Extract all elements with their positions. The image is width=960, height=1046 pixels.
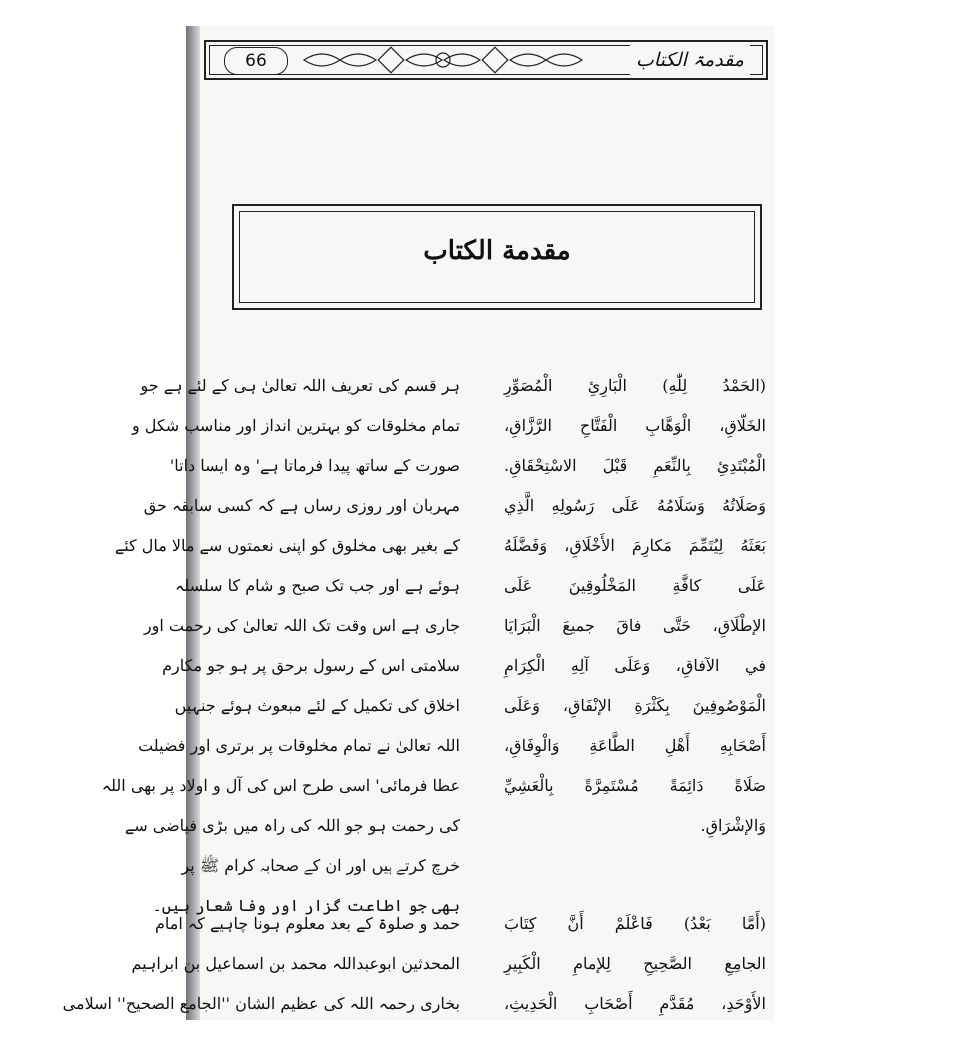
page-header — [204, 40, 768, 80]
urdu-line: سلامتی اس کے رسول برحق پر ہو جو مکارم — [162, 656, 460, 675]
urdu-line: اخلاق کی تکمیل کے لئے مبعوث ہوئے جنہیں — [174, 696, 460, 715]
urdu-line: اللہ تعالیٰ نے تمام مخلوقات پر برتری اور فضیلت — [138, 736, 460, 755]
arabic-line: وَالإشْرَاقِ. — [700, 816, 766, 835]
arabic-line: (أَمَّا بَعْدُ) فَاعْلَمْ أَنَّ كِتَابَ — [504, 914, 766, 933]
running-title: مقدمۃ الکتاب — [630, 45, 750, 75]
urdu-line: صورت کے ساتھ پیدا فرماتا ہے' وہ ایسا داتا' — [169, 456, 460, 475]
urdu-line: ہر قسم کی تعریف اللہ تعالیٰ ہی کے لئے ہے جو — [140, 376, 460, 395]
arabic-line: في الآفاقِ، وَعَلَى آلِهِ الْكِرَامِ — [504, 656, 766, 675]
urdu-line: عطا فرمائی' اسی طرح اس کی آل و اولاد پر بھی اللہ — [101, 776, 460, 795]
chapter-title: مقدمة الكتاب — [423, 236, 571, 266]
arabic-line: الإطْلَاقِ، حَتَّى فاقَ جميعَ الْبَرَايَا — [504, 616, 766, 635]
header-ornament-icon — [302, 48, 584, 72]
urdu-line: المحدثین ابوعبداللہ محمد بن اسماعیل بن ابراہیم — [131, 954, 460, 973]
arabic-line: الْمَوْصُوفِينَ بِكَثْرَةِ الإنْفَاقِ، وَعَلَى — [504, 696, 766, 715]
urdu-column-1 — [101, 366, 460, 926]
page-number: 66 — [224, 47, 288, 75]
urdu-line: بخاری رحمہ اللہ کی عظیم الشان ''الجامع الصحیح'' اسلامی — [62, 994, 460, 1013]
arabic-line: الجامِعِ الصَّحِيحِ لِلإمامِ الْكَبِيرِ — [504, 954, 766, 973]
arabic-line: بَعَثَهُ لِيُتَمِّمَ مَكارِمَ الأَخْلَاقِ، وَفَضَّلَهُ — [504, 536, 766, 555]
arabic-line: الخَلّاقِ، الْوَهَّابِ الْفَتَّاحِ الرَّزَّاقِ، — [504, 416, 766, 435]
urdu-line: مہربان اور روزی رساں ہے کہ کسی سابقہ حق — [143, 496, 460, 515]
urdu-line: کی رحمت ہو جو اللہ کی راہ میں بڑی فیاضی سے — [124, 816, 460, 835]
urdu-line: کے بغیر بھی مخلوق کو اپنی نعمتوں سے مالا مال کئے — [114, 536, 460, 555]
urdu-line: خرچ کرتے ہیں اور ان کے صحابہ کرام ﷺ پر — [181, 856, 460, 875]
urdu-line: حمد و صلوۃ کے بعد معلوم ہونا چاہیے کہ امام — [155, 914, 460, 933]
urdu-line: تمام مخلوقات کو بہترین انداز اور مناسب شکل و — [131, 416, 460, 435]
urdu-line: بھی جو اطاعت گزار اور وفا شعار ہیں۔ — [152, 896, 460, 915]
urdu-column-2 — [62, 904, 460, 1024]
arabic-line: صَلَاةً دَائِمَةً مُسْتَمِرَّةً بِالْعَشِيِّ — [504, 776, 766, 795]
book-page — [62, 26, 774, 1020]
arabic-line: الأَوْحَدِ، مُقَدَّمِ أَصْحَابِ الْحَدِيثِ، — [504, 994, 766, 1013]
chapter-title-box — [232, 204, 762, 310]
urdu-line: جاری ہے اس وقت تک اللہ تعالیٰ کی رحمت اور — [143, 616, 460, 635]
arabic-column-2 — [504, 904, 766, 1024]
arabic-line: عَلَى كافَّةِ المَخْلُوقِينَ عَلَى — [504, 576, 766, 595]
arabic-line: أَصْحَابِهِ أَهْلِ الطَّاعَةِ وَالْوِفَاقِ، — [504, 736, 766, 755]
arabic-column-1 — [504, 366, 766, 846]
urdu-line: ہوئے ہے اور جب تک صبح و شام کا سلسلہ — [174, 576, 460, 595]
arabic-line: الْمُبْتَدِئِ بِالنِّعَمِ قَبْلَ الاسْتِحْقَاقِ. — [504, 456, 766, 475]
arabic-line: وَصَلَاتُهُ وَسَلَامُهُ عَلَى رَسُولِهِ الَّذِي — [504, 496, 766, 515]
arabic-line: (الحَمْدُ لِلّٰهِ) الْبَارِئِ الْمُصَوِّرِ — [504, 376, 766, 395]
